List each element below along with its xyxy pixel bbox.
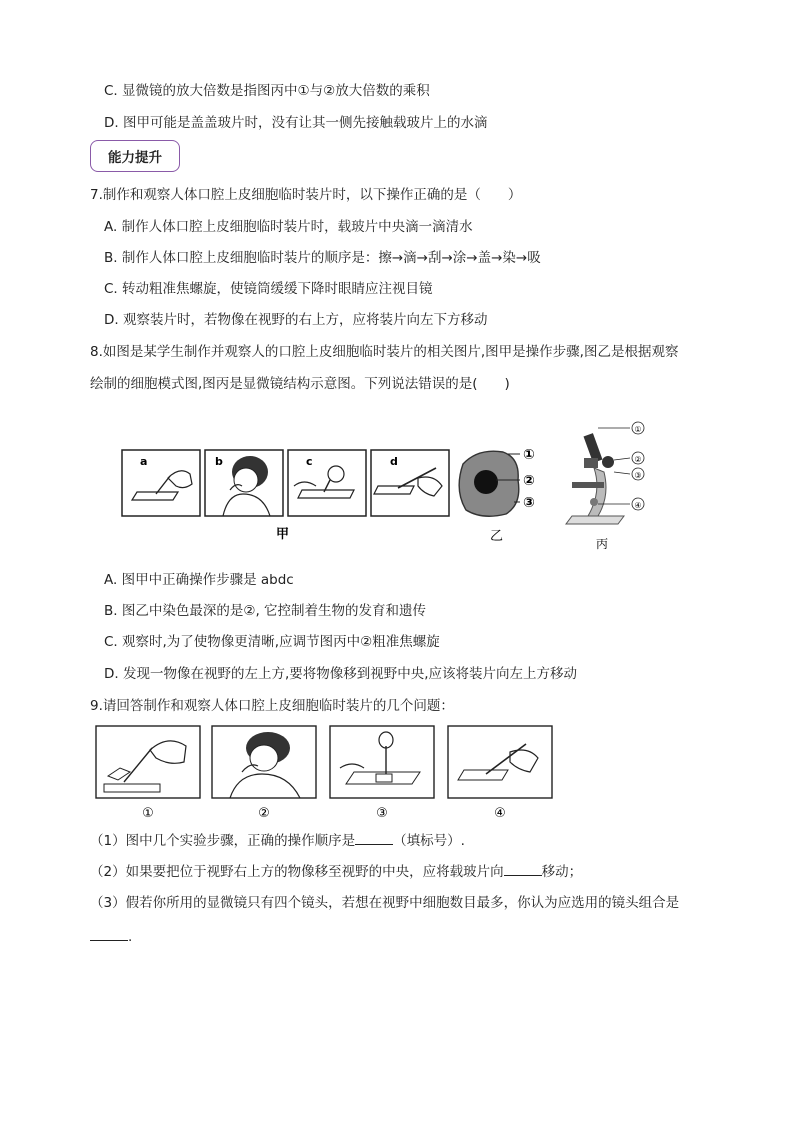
q9-panel-2 bbox=[212, 726, 316, 798]
q9-panel-4 bbox=[448, 726, 552, 798]
panel-c bbox=[288, 450, 366, 516]
q9-panel-3 bbox=[330, 726, 434, 798]
q7-option-b: B. 制作人体口腔上皮细胞临时装片的顺序是：擦→滴→刮→涂→盖→染→吸 bbox=[104, 250, 541, 266]
q9-sub2 bbox=[90, 863, 582, 881]
q9-label-2: ② bbox=[258, 806, 270, 821]
cell-marker-2: ② bbox=[523, 473, 535, 489]
fig-label-jia: 甲 bbox=[276, 527, 290, 542]
panel-a-label: a bbox=[140, 455, 148, 468]
q8-stem-line2: 绘制的细胞模式图,图丙是显微镜结构示意图。下列说法错误的是( ) bbox=[90, 376, 510, 392]
q7-stem: 7.制作和观察人体口腔上皮细胞临时装片时，以下操作正确的是（ ） bbox=[90, 187, 522, 203]
q7-option-d: D. 观察装片时，若物像在视野的右上方，应将装片向左下方移动 bbox=[104, 312, 488, 328]
scope-marker-4: ④ bbox=[634, 501, 642, 510]
scope-marker-3: ③ bbox=[634, 471, 642, 480]
scope-marker-1: ① bbox=[634, 425, 642, 434]
q9-sub2-tail: 移动； bbox=[541, 864, 583, 880]
microscope-diagram bbox=[566, 422, 644, 524]
fig-label-yi: 乙 bbox=[490, 529, 504, 544]
q9-sub1-text: （1）图中几个实验步骤，正确的操作顺序是 bbox=[90, 833, 356, 849]
q9-stem: 9.请回答制作和观察人体口腔上皮细胞临时装片的几个问题： bbox=[90, 698, 454, 714]
q8-option-a: A. 图甲中正确操作步骤是 abdc bbox=[104, 572, 294, 588]
q9-sub2-text: （2）如果要把位于视野右上方的物像移至视野的中央，应将载玻片向 bbox=[90, 864, 504, 880]
q9-panel-1 bbox=[96, 726, 200, 798]
panel-c-label: c bbox=[306, 455, 313, 468]
panel-a bbox=[122, 450, 200, 516]
panel-d-label: d bbox=[390, 455, 398, 468]
q9-sub1 bbox=[90, 832, 465, 850]
section-badge: 能力提升 bbox=[90, 140, 180, 172]
q9-sub3-answer-line bbox=[90, 928, 132, 946]
panel-b bbox=[205, 450, 283, 516]
q9-figure bbox=[90, 722, 560, 822]
q9-sub3-blank[interactable] bbox=[90, 928, 128, 941]
prev-option-d: D. 图甲可能是盖盖玻片时，没有让其一侧先接触载玻片上的水滴 bbox=[104, 115, 488, 131]
cell-marker-1: ① bbox=[523, 447, 535, 463]
q8-option-d: D. 发现一物像在视野的左上方,要将物像移到视野中央,应该将装片向左上方移动 bbox=[104, 666, 578, 682]
scope-marker-2: ② bbox=[634, 455, 642, 464]
panel-d bbox=[371, 450, 449, 516]
q7-option-c: C. 转动粗准焦螺旋，使镜筒缓缓下降时眼睛应注视目镜 bbox=[104, 281, 433, 297]
q9-sub3-end: . bbox=[128, 929, 133, 945]
cell-diagram bbox=[459, 447, 535, 516]
q8-option-c: C. 观察时,为了使物像更清晰,应调节图丙中②粗准焦螺旋 bbox=[104, 634, 440, 650]
q8-stem-line1: 8.如图是某学生制作并观察人的口腔上皮细胞临时装片的相关图片,图甲是操作步骤,图乙是根据观察 bbox=[90, 344, 679, 360]
q9-sub2-blank[interactable] bbox=[504, 863, 542, 876]
q9-sub1-tail: （填标号）. bbox=[393, 833, 465, 849]
q8-figure bbox=[118, 420, 698, 555]
q9-sub3: （3）假若你所用的显微镜只有四个镜头，若想在视野中细胞数目最多，你认为应选用的镜头组合是 bbox=[90, 895, 680, 911]
panel-b-label: b bbox=[215, 455, 223, 468]
fig-label-bing: 丙 bbox=[596, 537, 609, 551]
q7-option-a: A. 制作人体口腔上皮细胞临时装片时，载玻片中央滴一滴清水 bbox=[104, 219, 473, 235]
q9-label-3: ③ bbox=[376, 806, 388, 821]
prev-option-c: C. 显微镜的放大倍数是指图丙中①与②放大倍数的乘积 bbox=[104, 83, 430, 99]
q9-sub1-blank[interactable] bbox=[355, 832, 393, 845]
q9-label-4: ④ bbox=[494, 806, 506, 821]
cell-marker-3: ③ bbox=[523, 495, 535, 511]
q8-option-b: B. 图乙中染色最深的是②, 它控制着生物的发育和遗传 bbox=[104, 603, 427, 619]
q9-label-1: ① bbox=[142, 806, 154, 821]
